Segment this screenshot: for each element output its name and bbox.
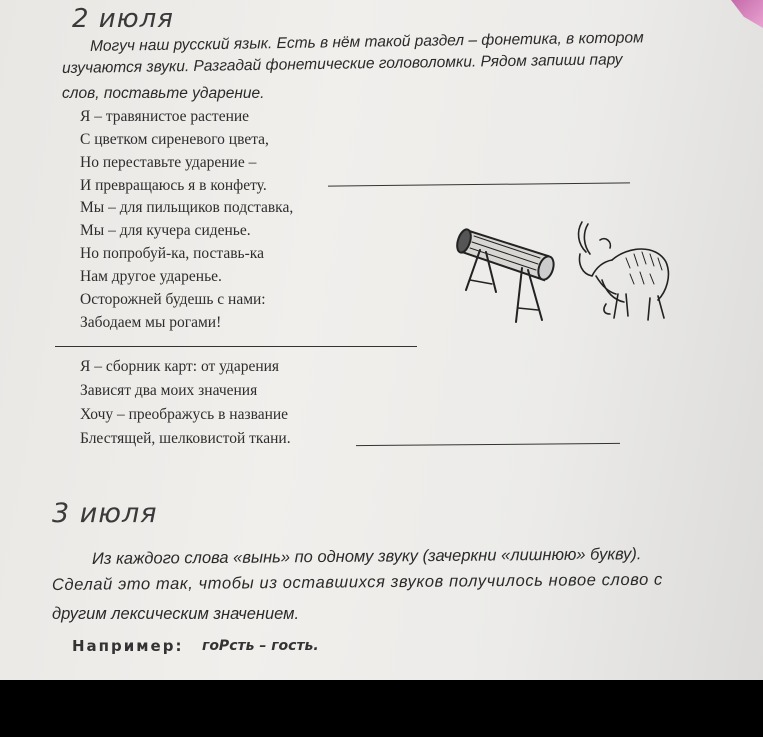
date-heading-july-2: 2 июля <box>72 4 174 34</box>
riddle2-line-2: Мы – для кучера сиденье. <box>80 222 251 239</box>
example-label: Например: <box>72 637 184 655</box>
riddle3-line-3: Хочу – преображусь в название <box>80 406 289 423</box>
task-line-1: Из каждого слова «вынь» по одному звуку (зачеркни «лишнюю» букву). <box>91 545 642 568</box>
riddle2-line-3: Но попробуй-ка, поставь-ка <box>80 245 264 262</box>
riddle2-line-4: Нам другое ударенье. <box>80 268 222 285</box>
separator-answer-line[interactable] <box>55 346 417 347</box>
sawhorse-illustration <box>452 212 564 327</box>
example-value: гоРсть – гость. <box>202 638 319 654</box>
answer-line-1[interactable] <box>328 182 630 186</box>
riddle3-line-1: Я – сборник карт: от ударения <box>80 358 280 375</box>
riddle3-line-4: Блестящей, шелковистой ткани. <box>80 430 291 447</box>
riddle3-line-2: Зависят два моих значения <box>80 382 258 399</box>
intro-line-2: изучаются звуки. Разгадай фонетические головоломки. Рядом запиши пару <box>61 51 623 77</box>
answer-line-3[interactable] <box>356 443 620 446</box>
riddle1-line-4: И превращаюсь я в конфету. <box>80 177 267 194</box>
intro-line-1: Могуч наш русский язык. Есть в нём такой раздел – фонетика, в котором <box>89 29 644 55</box>
black-bottom-border <box>0 680 763 737</box>
riddle2-line-1: Мы – для пильщиков подставка, <box>80 199 294 216</box>
intro-line-3: слов, поставьте ударение. <box>62 85 265 102</box>
riddle1-line-2: С цветком сиреневого цвета, <box>80 131 269 148</box>
task-line-2: Сделай это так, чтобы из оставшихся звуков получилось новое слово с <box>51 570 663 594</box>
date-heading-july-3: 3 июля <box>52 498 158 529</box>
riddle1-line-1: Я – травянистое растение <box>80 108 250 125</box>
riddle2-line-6: Забодаем мы рогами! <box>80 314 222 331</box>
page-corner-tab <box>731 0 763 28</box>
task-line-3: другим лексическим значением. <box>52 605 300 623</box>
riddle1-line-3: Но переставьте ударение – <box>80 154 257 171</box>
riddle2-line-5: Осторожней будешь с нами: <box>80 291 266 308</box>
goats-illustration <box>566 218 678 328</box>
